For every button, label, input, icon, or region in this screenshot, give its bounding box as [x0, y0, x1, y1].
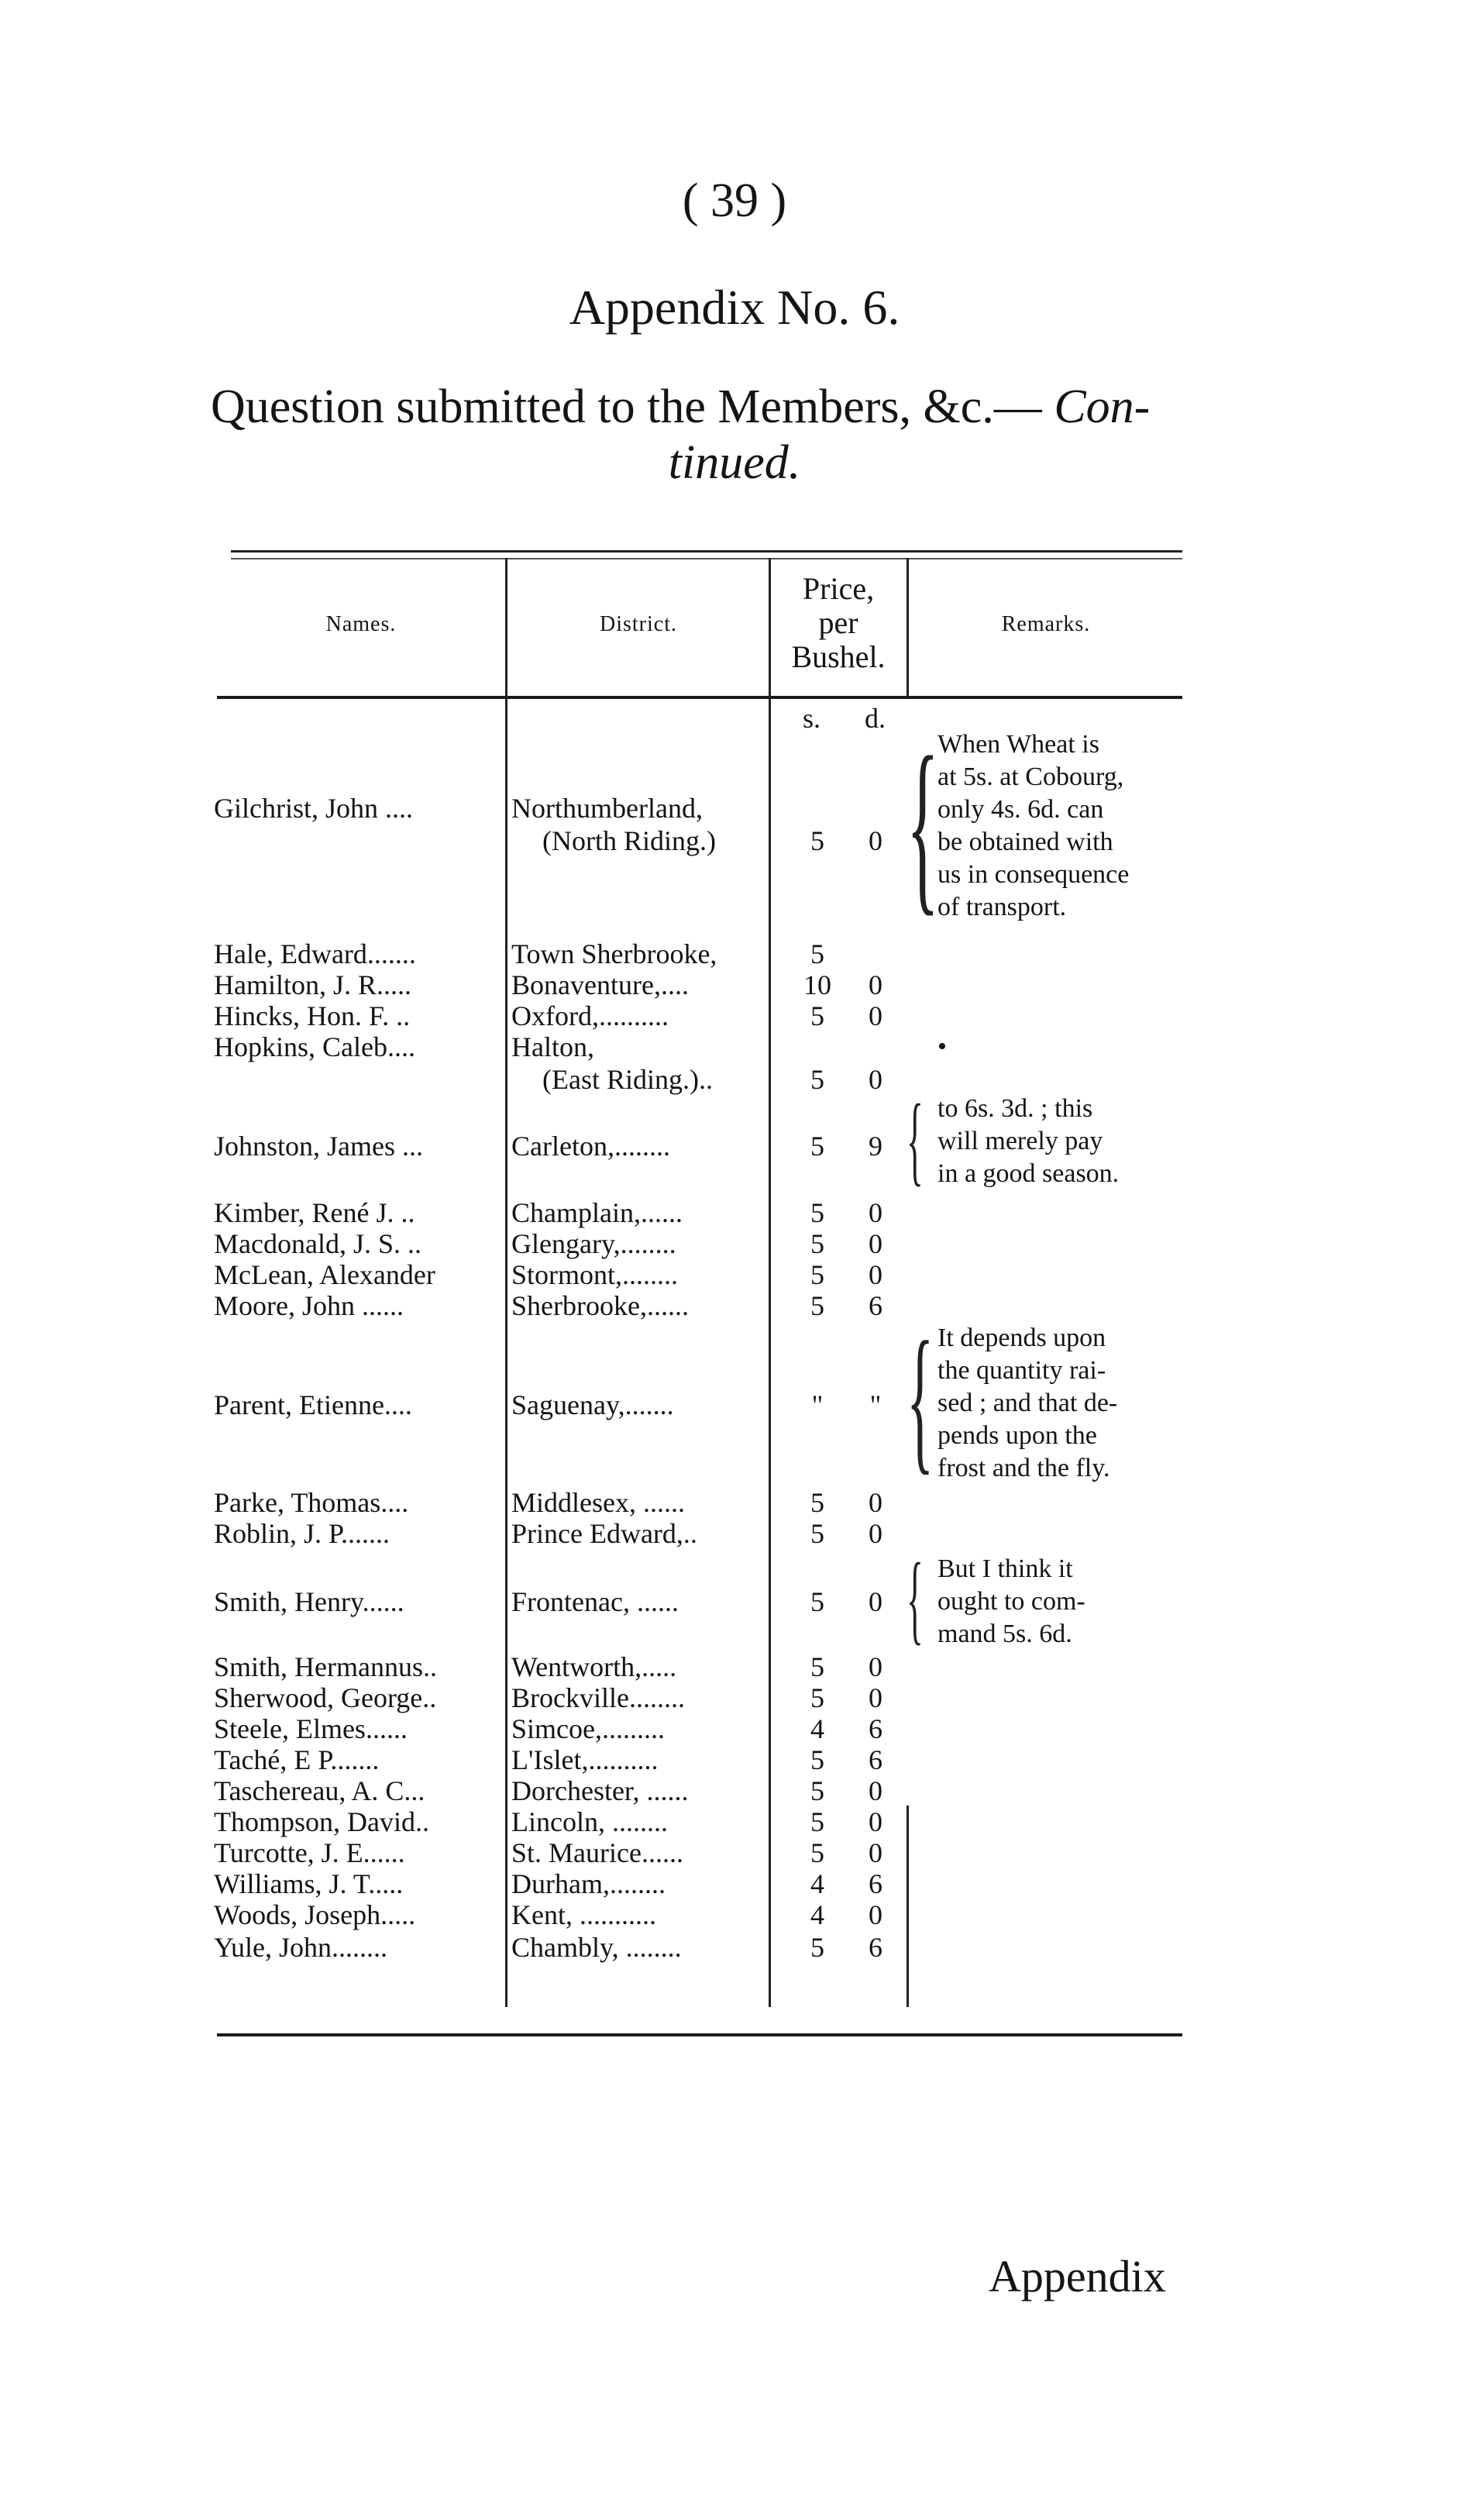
question-title-continued: tinued. [668, 436, 801, 489]
remark-johnston [937, 1093, 1119, 1190]
table-row-pence: 0 [869, 1259, 882, 1290]
top-rule-thin [231, 558, 1182, 559]
table-row-shillings: 4 [810, 1713, 824, 1744]
remark-gilchrist [937, 728, 1129, 924]
table-row-name: Parke, Thomas.... [214, 1487, 409, 1518]
header-price-line1: Price, [802, 571, 875, 606]
remark-line: pends upon the [937, 1421, 1097, 1450]
table-row-shillings: 5 [810, 1290, 824, 1321]
table-row-district: Middlesex, ...... [511, 1487, 685, 1518]
remark-line: But I think it [937, 1554, 1073, 1583]
table-row-pence: 0 [869, 1197, 882, 1228]
table-row-pence: 0 [869, 1000, 882, 1031]
table-row-pence: 0 [869, 1586, 882, 1617]
table-row-district: Dorchester, ...... [511, 1775, 689, 1806]
table-row-district: Lincoln, ........ [511, 1806, 668, 1837]
header-rule [217, 696, 1182, 699]
table-row-name: McLean, Alexander [214, 1259, 435, 1290]
remark-mark-hopkins: • [937, 1032, 947, 1061]
column-divider-district [769, 558, 771, 2007]
table-row-shillings: 5 [810, 1518, 824, 1549]
remark-line: at 5s. at Cobourg, [937, 763, 1124, 791]
table-row-pence: 0 [869, 1228, 882, 1259]
table-row-shillings: 5 [810, 1228, 824, 1259]
table-row-name: Macdonald, J. S. .. [214, 1228, 421, 1259]
table-row-shillings: 5 [810, 1744, 824, 1775]
table-row-shillings: 4 [810, 1899, 824, 1930]
table-row-name: Moore, John ...... [214, 1290, 404, 1321]
header-remarks: Remarks. [1001, 612, 1091, 636]
remark-line: of transport. [937, 893, 1067, 921]
table-row-district: Kent, ........... [511, 1899, 656, 1930]
remark-line: us in consequence [937, 860, 1130, 889]
table-row-name: Parent, Etienne.... [214, 1389, 412, 1420]
remark-line: mand 5s. 6d. [937, 1620, 1072, 1648]
table-row-district-sub: (East Riding.).. [542, 1064, 713, 1095]
table-row-shillings: 5 [810, 1487, 824, 1518]
table-row-shillings: 5 [810, 1197, 824, 1228]
table-row-name: Williams, J. T..... [214, 1868, 404, 1899]
table-row-name: Yule, John........ [214, 1932, 387, 1963]
table-row-district: Saguenay,....... [511, 1389, 674, 1420]
table-row-name: Johnston, James ... [214, 1131, 423, 1162]
remark-parent [937, 1322, 1117, 1485]
table-row-name: Taschereau, A. C... [214, 1775, 425, 1806]
table-row-district: Oxford,.......... [511, 1000, 669, 1031]
table-row-name: Roblin, J. P....... [214, 1518, 390, 1549]
column-divider-names [505, 558, 507, 2007]
question-title-text: Question submitted to the Members, &c.— [211, 380, 1054, 433]
column-divider-price [907, 558, 909, 697]
table-row-district: Sherbrooke,...... [511, 1290, 689, 1321]
table-row-pence: 0 [869, 1518, 882, 1549]
table-row-name: Thompson, David.. [214, 1806, 429, 1837]
table-row-pence: 0 [869, 1806, 882, 1837]
table-row-district: Town Sherbrooke, [511, 938, 717, 969]
table-row-district-sub: (North Riding.) [542, 825, 716, 856]
table-row-name: Taché, E P....... [214, 1744, 380, 1775]
table-row-name: Hopkins, Caleb.... [214, 1031, 415, 1062]
remark-line: will merely pay [937, 1127, 1103, 1155]
table-row-pence: 0 [869, 1899, 882, 1930]
remark-line: only 4s. 6d. can [937, 795, 1104, 824]
table-row-name: Turcotte, J. E...... [214, 1837, 405, 1868]
table-row-name: Woods, Joseph..... [214, 1899, 416, 1930]
table-row-name: Gilchrist, John .... [214, 793, 413, 824]
table-row-district: Prince Edward,.. [511, 1518, 697, 1549]
table-row-shillings: " [811, 1389, 824, 1420]
table-row-shillings: 5 [810, 1651, 824, 1682]
table-row-pence: 0 [869, 969, 882, 1000]
table-row-district: Champlain,...... [511, 1197, 683, 1228]
brace-parent: { [907, 1309, 934, 1489]
table-row-shillings: 5 [810, 1837, 824, 1868]
table-row-district: Bonaventure,.... [511, 969, 689, 1000]
bottom-rule [217, 2033, 1182, 2036]
table-row-shillings: 5 [810, 1131, 824, 1162]
table-row-pence: 0 [869, 1651, 882, 1682]
table-row-pence: 6 [869, 1744, 882, 1775]
table-row-name: Smith, Hermannus.. [214, 1651, 437, 1682]
table-row-district: Durham,........ [511, 1868, 666, 1899]
remark-line: in a good season. [937, 1159, 1120, 1188]
column-divider-price-lower [907, 1806, 909, 2007]
brace-smith-henry: { [907, 1543, 924, 1654]
remark-line: It depends upon [937, 1324, 1106, 1352]
table-row-pence: 0 [869, 1682, 882, 1713]
table-row-shillings: 5 [810, 1682, 824, 1713]
question-title [211, 380, 1150, 435]
table-row-shillings: 5 [810, 825, 824, 856]
unit-pence: d. [865, 703, 886, 734]
table-row-district: Simcoe,......... [511, 1713, 665, 1744]
remark-line: ought to com- [937, 1587, 1085, 1616]
table-row-district: Halton, [511, 1031, 594, 1062]
header-district: District. [600, 612, 677, 636]
remark-line: When Wheat is [937, 730, 1099, 759]
table-row-shillings: 10 [803, 969, 831, 1000]
brace-johnston: { [907, 1084, 924, 1196]
remark-line: to 6s. 3d. ; this [937, 1094, 1093, 1123]
top-rule [231, 550, 1182, 553]
table-row-district: Brockville........ [511, 1682, 685, 1713]
remark-line: sed ; and that de- [937, 1389, 1118, 1417]
table-row-district: Northumberland, [511, 793, 703, 824]
brace-gilchrist: { [907, 718, 939, 932]
unit-shillings: s. [803, 703, 821, 734]
remark-smith-henry [937, 1553, 1085, 1651]
header-price-line2: per [818, 605, 858, 640]
table-row-district: Frontenac, ...... [511, 1586, 679, 1617]
table-row-district: Carleton,........ [511, 1131, 670, 1162]
table-row-name: Hincks, Hon. F. .. [214, 1000, 411, 1031]
header-price-line3: Bushel. [791, 639, 886, 674]
appendix-title: Appendix No. 6. [569, 280, 900, 335]
page-number: ( 39 ) [682, 174, 787, 227]
table-row-pence: 0 [869, 1775, 882, 1806]
table-row-shillings: 5 [810, 938, 824, 969]
table-row-pence: 6 [869, 1932, 882, 1963]
remark-line: the quantity rai- [937, 1356, 1106, 1385]
table-row-pence: 6 [869, 1290, 882, 1321]
table-row-shillings: 5 [810, 1259, 824, 1290]
table-row-shillings: 5 [810, 1775, 824, 1806]
catchword: Appendix [989, 2251, 1166, 2301]
table-row-district: Glengary,........ [511, 1228, 676, 1259]
table-row-pence: 6 [869, 1868, 882, 1899]
table-row-shillings: 5 [810, 1000, 824, 1031]
table-row-name: Kimber, René J. .. [214, 1197, 415, 1228]
table-row-district: L'Islet,.......... [511, 1744, 659, 1775]
table-row-pence: 0 [869, 825, 882, 856]
table-row-shillings: 5 [810, 1064, 824, 1095]
header-names: Names. [325, 612, 397, 636]
table-row-name: Hamilton, J. R..... [214, 969, 412, 1000]
table-row-name: Sherwood, George.. [214, 1682, 437, 1713]
table-row-pence: 6 [869, 1713, 882, 1744]
table-row-shillings: 4 [810, 1868, 824, 1899]
remark-line: be obtained with [937, 828, 1113, 856]
table-row-district: Chambly, ........ [511, 1932, 682, 1963]
remark-line: frost and the fly. [937, 1454, 1110, 1482]
question-title-italic: Con- [1054, 380, 1151, 433]
table-row-pence: 9 [869, 1131, 882, 1162]
table-row-pence: 0 [869, 1487, 882, 1518]
table-row-pence: " [869, 1389, 882, 1420]
table-row-district: Stormont,........ [511, 1259, 679, 1290]
table-row-district: St. Maurice...... [511, 1837, 683, 1868]
table-row-shillings: 5 [810, 1806, 824, 1837]
table-row-shillings: 5 [810, 1586, 824, 1617]
table-row-name: Steele, Elmes...... [214, 1713, 408, 1744]
table-row-pence: 0 [869, 1064, 882, 1095]
table-row-shillings: 5 [810, 1932, 824, 1963]
table-row-name: Hale, Edward....... [214, 938, 416, 969]
table-row-pence: 0 [869, 1837, 882, 1868]
table-row-name: Smith, Henry...... [214, 1586, 404, 1617]
header-price [772, 572, 905, 674]
table-row-district: Wentworth,..... [511, 1651, 677, 1682]
